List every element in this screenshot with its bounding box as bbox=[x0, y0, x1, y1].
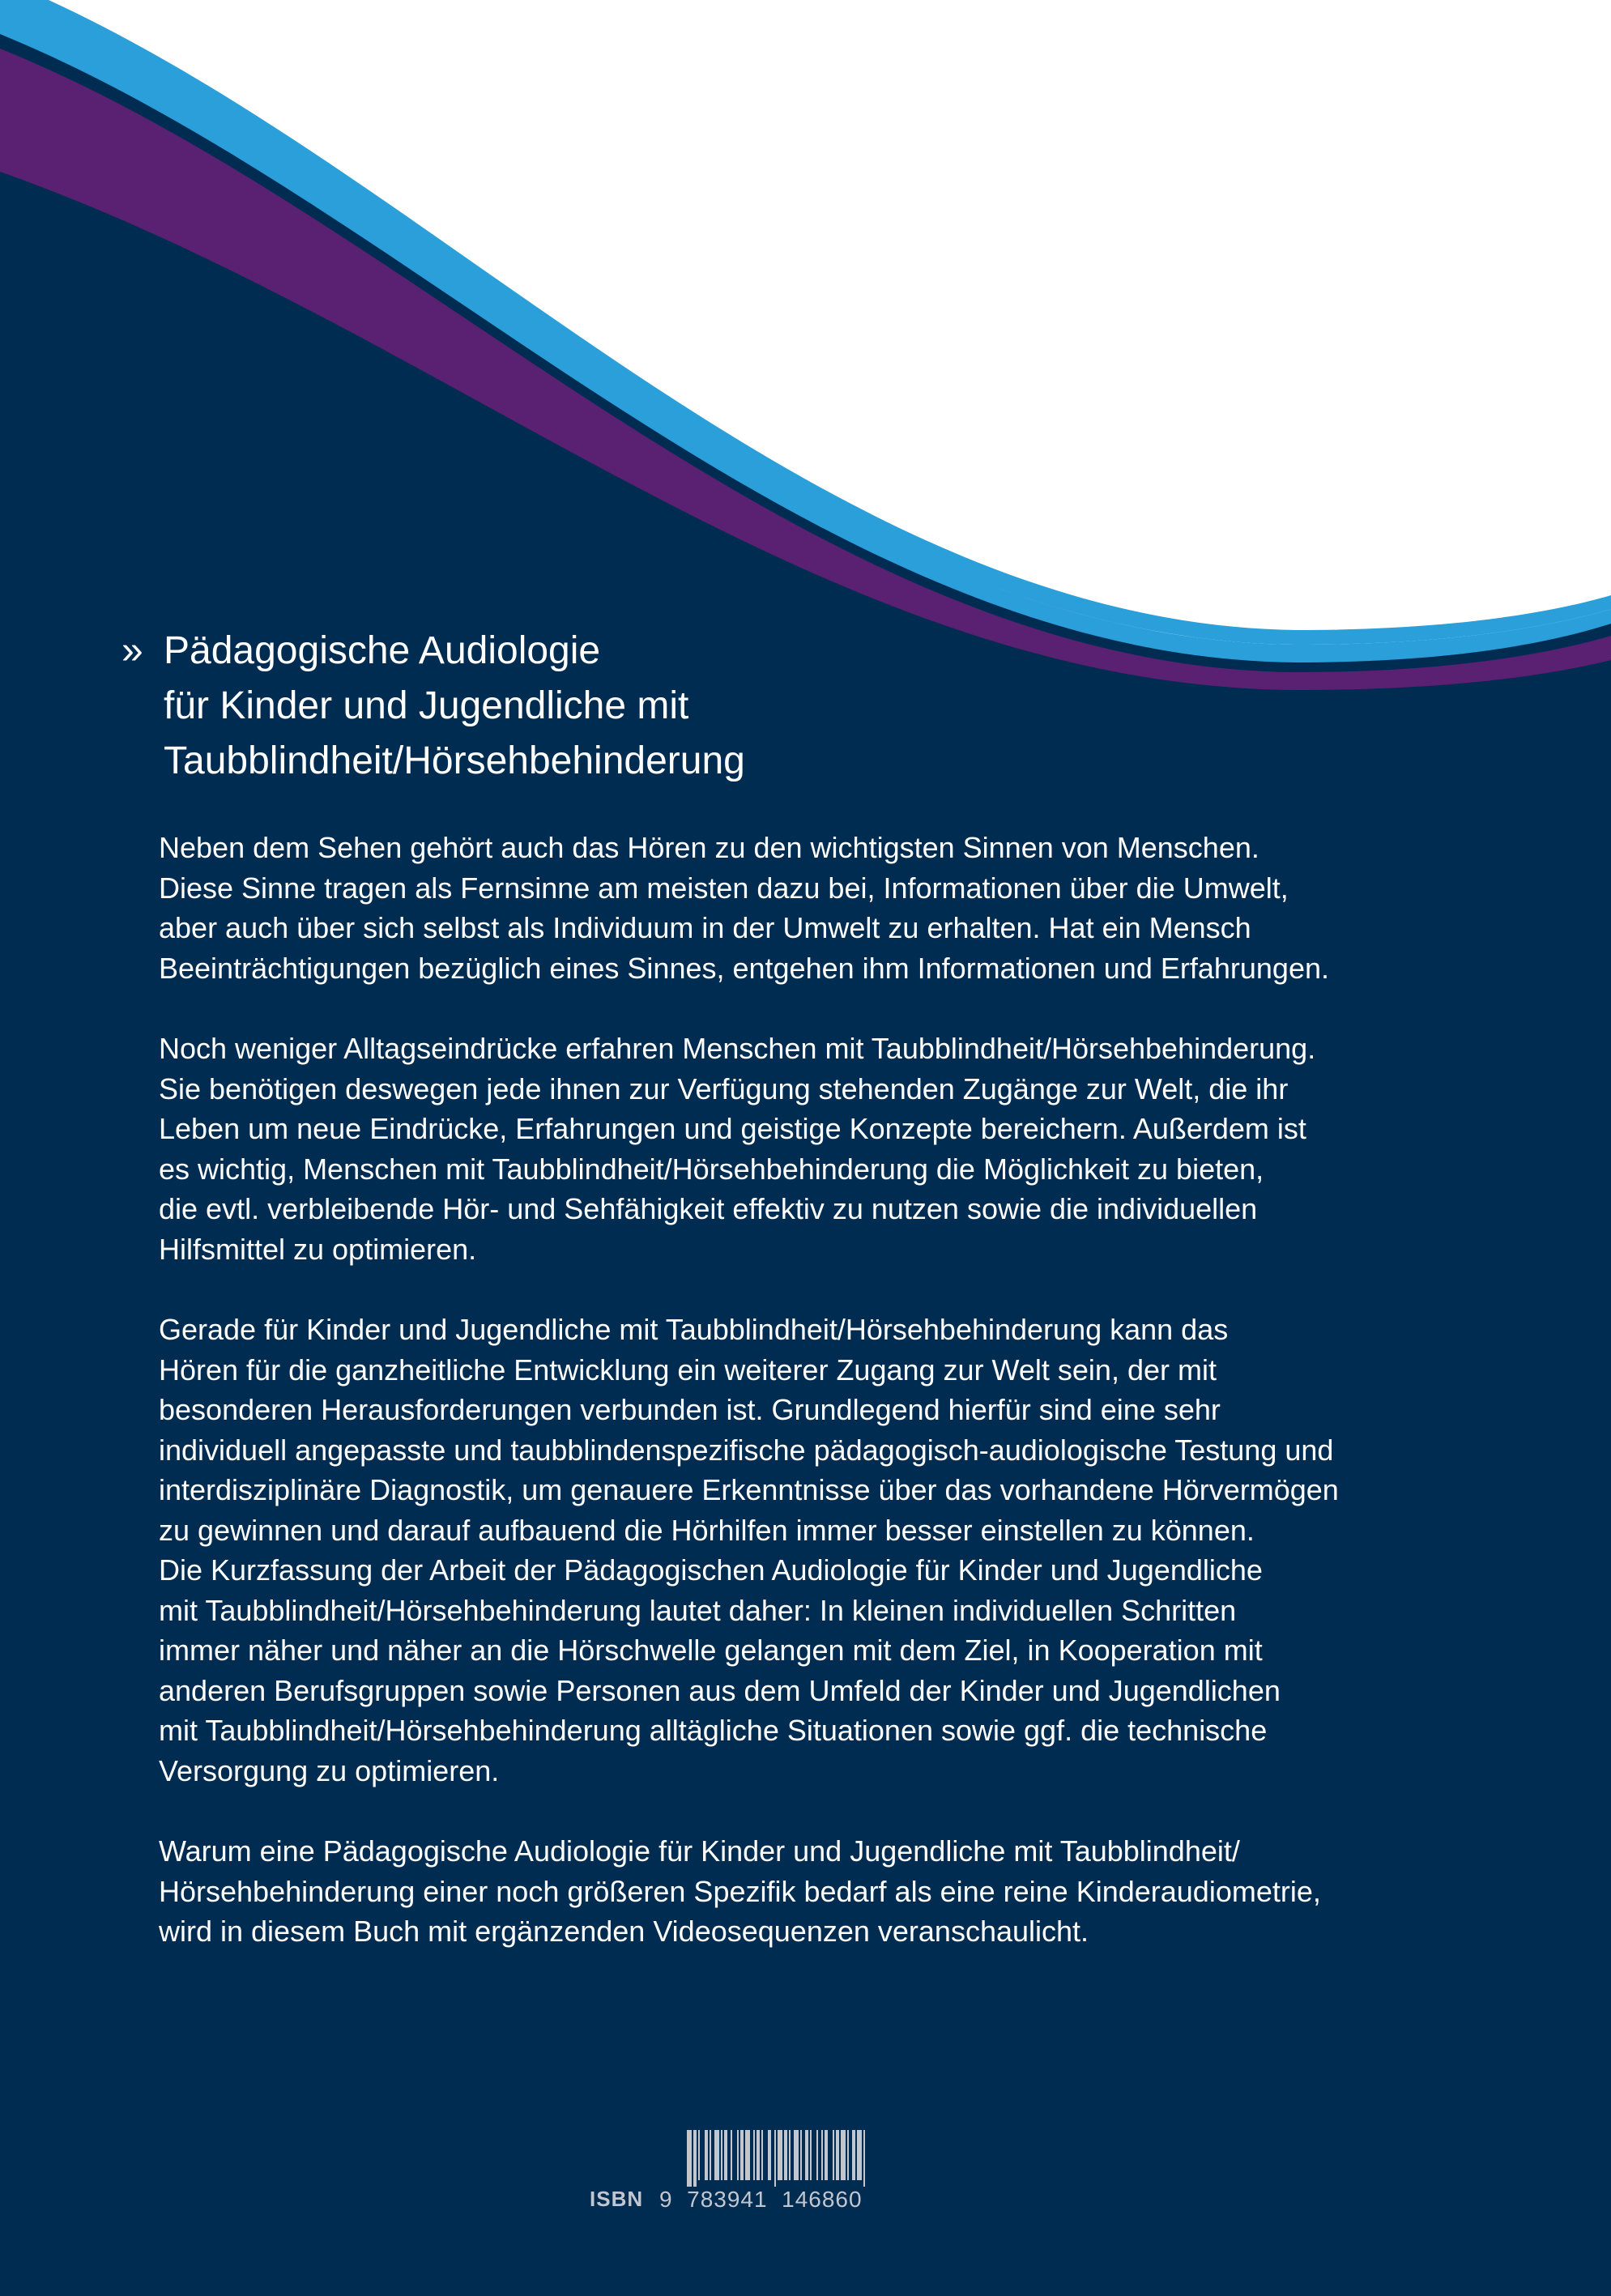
barcode-bar bbox=[841, 2130, 846, 2180]
text-line: individuell angepasste und taubblindenspezifische pädagogisch-audiologische Testung und bbox=[159, 1433, 1334, 1467]
barcode-bar bbox=[745, 2130, 750, 2180]
text-line: Neben dem Sehen gehört auch das Hören zu den wichtigsten Sinnen von Menschen. bbox=[159, 831, 1259, 864]
text-line: mit Taubblindheit/Hörsehbehinderung lautet daher: In kleinen individuellen Schritten bbox=[159, 1593, 1237, 1627]
isbn-barcode-block bbox=[582, 2130, 922, 2211]
barcode-bar bbox=[800, 2130, 802, 2180]
text-line: anderen Berufsgruppen sowie Personen aus dem Umfeld der Kinder und Jugendlichen bbox=[159, 1673, 1281, 1707]
barcode-bar bbox=[731, 2130, 732, 2180]
text-line: Hörsehbehinderung einer noch größeren Spezifik bedarf als eine reine Kinderaudiometrie, bbox=[159, 1874, 1321, 1908]
barcode-bar bbox=[698, 2130, 700, 2180]
back-cover-title bbox=[121, 624, 1579, 789]
barcode-bar bbox=[821, 2130, 823, 2180]
isbn-label: ISBN bbox=[590, 2187, 644, 2211]
paragraph-3 bbox=[159, 1310, 1487, 1791]
text-line: wird in diesem Buch mit ergänzenden Videosequenzen veranschaulicht. bbox=[159, 1915, 1089, 1948]
barcode-bar bbox=[778, 2130, 782, 2180]
text-line: Gerade für Kinder und Jugendliche mit Taubblindheit/Hörsehbehinderung kann das bbox=[159, 1313, 1229, 1346]
barcode-bar bbox=[737, 2130, 739, 2180]
decorative-wave-header bbox=[0, 0, 1611, 729]
paragraph-2 bbox=[159, 1029, 1487, 1269]
text-line: mit Taubblindheit/Hörsehbehinderung alltägliche Situationen sowie ggf. die technische bbox=[159, 1714, 1268, 1747]
barcode-bar bbox=[816, 2130, 818, 2180]
text-line: Diese Sinne tragen als Fernsinne am meisten dazu bei, Informationen über die Umwelt, bbox=[159, 871, 1289, 905]
text-line: die evtl. verbleibende Hör- und Sehfähigkeit effektiv zu nutzen sowie die individuellen bbox=[159, 1192, 1258, 1225]
paragraph-4 bbox=[159, 1831, 1487, 1952]
barcode-bar bbox=[810, 2130, 812, 2180]
barcode-bar bbox=[805, 2130, 808, 2180]
blurb-text bbox=[159, 828, 1487, 1992]
text-line: Beeinträchtigungen bezüglich eines Sinnes, entgehen ihm Informationen und Erfahrungen. bbox=[159, 951, 1329, 985]
barcode-bar bbox=[852, 2130, 855, 2180]
text-line: besonderen Herausforderungen verbunden ist. Grundlegend hierfür sind eine sehr bbox=[159, 1393, 1221, 1426]
text-line: Die Kurzfassung der Arbeit der Pädagogischen Audiologie für Kinder und Jugendliche bbox=[159, 1553, 1263, 1587]
barcode-bar bbox=[724, 2130, 727, 2180]
text-line: Versorgung zu optimieren. bbox=[159, 1753, 500, 1787]
text-line: es wichtig, Menschen mit Taubblindheit/Hörsehbehinderung die Möglichkeit zu bieten, bbox=[159, 1152, 1264, 1186]
isbn-number: 9 783941 146860 bbox=[659, 2187, 863, 2212]
barcode-bar bbox=[794, 2130, 799, 2180]
barcode-bar bbox=[833, 2130, 834, 2180]
barcode-bar bbox=[825, 2130, 828, 2180]
text-line: Hören für die ganzheitliche Entwicklung ein weiterer Zugang zur Welt sein, der mit bbox=[159, 1352, 1217, 1387]
barcode-bar bbox=[705, 2130, 708, 2180]
barcode-bar bbox=[789, 2130, 791, 2180]
text-line: immer näher und näher an die Hörschwelle gelangen mit dem Ziel, in Kooperation mit bbox=[159, 1634, 1263, 1667]
quote-mark: » bbox=[121, 629, 143, 672]
text-line: Hilfsmittel zu optimieren. bbox=[159, 1232, 477, 1266]
paragraph-1 bbox=[159, 828, 1487, 988]
barcode-bar bbox=[721, 2130, 722, 2180]
barcode-bar bbox=[774, 2130, 776, 2187]
barcode-bar bbox=[836, 2130, 839, 2180]
barcode-bar bbox=[857, 2130, 862, 2180]
barcode-bar bbox=[753, 2130, 755, 2180]
barcode-bar bbox=[710, 2130, 711, 2180]
barcode-bar bbox=[687, 2130, 692, 2187]
title-line-1: Pädagogische Audiologie bbox=[164, 629, 601, 672]
text-line: interdisziplinäre Diagnostik, um genauere Erkenntnisse über das vorhandene Hörvermögen bbox=[159, 1473, 1339, 1506]
text-line: Sie benötigen deswegen jede ihnen zur Verfügung stehenden Zugänge zur Welt, die ihr bbox=[159, 1071, 1289, 1105]
barcode-bar bbox=[761, 2130, 763, 2180]
text-line: Leben um neue Eindrücke, Erfahrungen und geistige Konzepte bereichern. Außerdem ist bbox=[159, 1112, 1306, 1145]
title-line-3: Taubblindheit/Hörsehbehinderung bbox=[164, 739, 745, 782]
barcode-bar bbox=[863, 2130, 865, 2187]
title-line-2: für Kinder und Jugendliche mit bbox=[164, 684, 689, 727]
barcode-bar bbox=[714, 2130, 719, 2180]
text-line: aber auch über sich selbst als Individuum in der Umwelt zu erhalten. Hat ein Mensch bbox=[159, 911, 1251, 944]
barcode-bar bbox=[784, 2130, 787, 2180]
text-line: Noch weniger Alltagseindrücke erfahren Menschen mit Taubblindheit/Hörsehbehinderung. bbox=[159, 1032, 1316, 1065]
text-line: zu gewinnen und darauf aufbauend die Hörhilfen immer besser einstellen zu können. bbox=[159, 1513, 1255, 1547]
barcode-bar bbox=[756, 2130, 760, 2180]
barcode-bar bbox=[847, 2130, 849, 2180]
barcode-bar bbox=[768, 2130, 771, 2180]
text-line: Warum eine Pädagogische Audiologie für Kinder und Jugendliche mit Taubblindheit/ bbox=[159, 1834, 1240, 1868]
barcode-bar bbox=[693, 2130, 697, 2187]
barcode-graphic bbox=[687, 2130, 922, 2187]
barcode-bar bbox=[740, 2130, 744, 2180]
